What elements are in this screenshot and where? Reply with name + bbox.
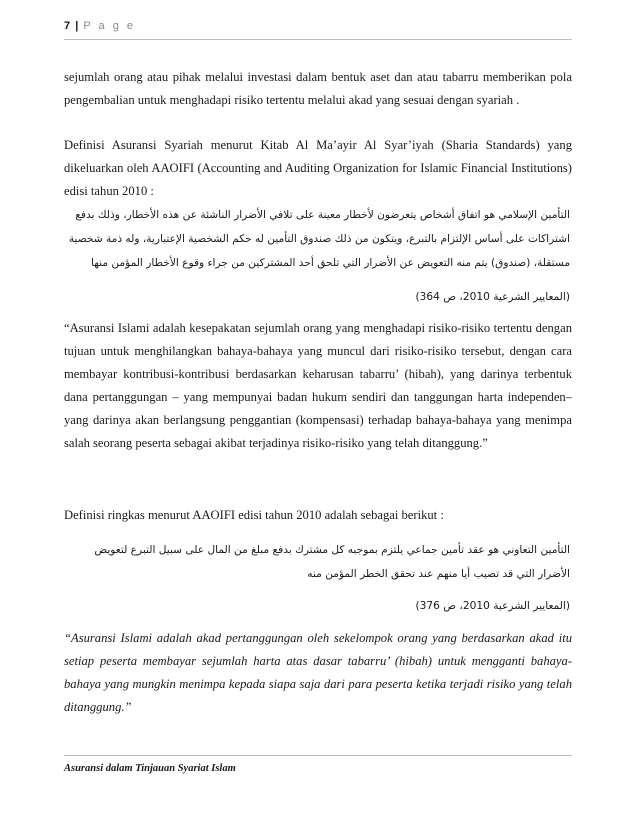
page-number: 7 xyxy=(64,20,71,32)
footer-divider xyxy=(64,755,572,756)
quote-definition-short: “Asuransi Islami adalah akad pertanggungan oleh sekelompok orang yang berdasarkan akad itu setiap peserta membayar sejumlah harta atas dasar tabarru’ (hibah) untuk mengganti bahaya-bahaya yang mungkin menimpa kepada siapa saja dari para peserta ketika terjadi risiko yang telah ditanggung.” xyxy=(64,631,572,714)
paragraph-continuation: sejumlah orang atau pihak melalui investasi dalam bentuk aset dan atau tabarru memberikan pola pengembalian untuk menghadapi risiko tertentu melalui akad yang sesuai dengan syariah . xyxy=(64,70,572,107)
arabic-definition-full: التأمين الإسلامي هو اتفاق أشخاص يتعرضون لأخطار معينة على تلافي الأضرار الناشئة عن هذه الأخطار، وذلك بدفع اشتراكات على أساس الإلتزام بالتبرع، ويتكون من ذلك صندوق التأمين له حكم الشخصية الإعتبارية، وله ذمة شخصية مستقلة، (صندوق) يتم منه التعويض عن الأضرار التي تلحق أحد المشتركين من جراء وقوع الأخطار المؤمن منها xyxy=(68,209,570,269)
header-separator: | xyxy=(75,20,79,32)
page-header xyxy=(64,20,572,32)
quote-definition-full: “Asuransi Islami adalah kesepakatan sejumlah orang yang menghadapi risiko-risiko tertentu dengan tujuan untuk menghilangkan bahaya-bahaya yang muncul dari risiko-risiko tersebut, dengan cara membayar kontribusi-kontribusi berdasarkan keharusan tabarru’ (hibah), yang darinya terbentuk dana pertanggungan – yang mempunyai badan hukum sendiri dan tanggungan harta independen– yang darinya akan berlangsung penggantian (kompensasi) terhadap bahaya-bahaya yang menimpa salah seorang peserta sebagai akibat terjadinya risiko-risiko yang telah ditanggung.” xyxy=(64,321,572,450)
page-label: P a g e xyxy=(83,20,136,32)
footer-title: Asuransi dalam Tinjauan Syariat Islam xyxy=(64,763,236,774)
paragraph-short-definition-intro: Definisi ringkas menurut AAOIFI edisi tahun 2010 adalah sebagai berikut : xyxy=(64,508,444,522)
arabic-reference-1: (المعايير الشرعية 2010، ص 364) xyxy=(415,291,570,303)
paragraph-aaoifi-definition: Definisi Asuransi Syariah menurut Kitab Al Ma’ayir Al Syar’iyah (Sharia Standards) yang dikeluarkan oleh AAOIFI (Accounting and Auditing Organization for Islamic Financial Institutions) edisi tahun 2010 : xyxy=(64,138,572,198)
arabic-definition-short: التأمين التعاوني هو عقد تأمين جماعي يلتزم بموجبه كل مشترك بدفع مبلغ من المال على سبيل التبرع لتعويض الأضرار التي قد تصيب أيا منهم عند تحقق الخطر المؤمن منه xyxy=(94,544,570,580)
header-divider xyxy=(64,39,572,40)
arabic-reference-2: (المعايير الشرعية 2010، ص 376) xyxy=(415,600,570,612)
